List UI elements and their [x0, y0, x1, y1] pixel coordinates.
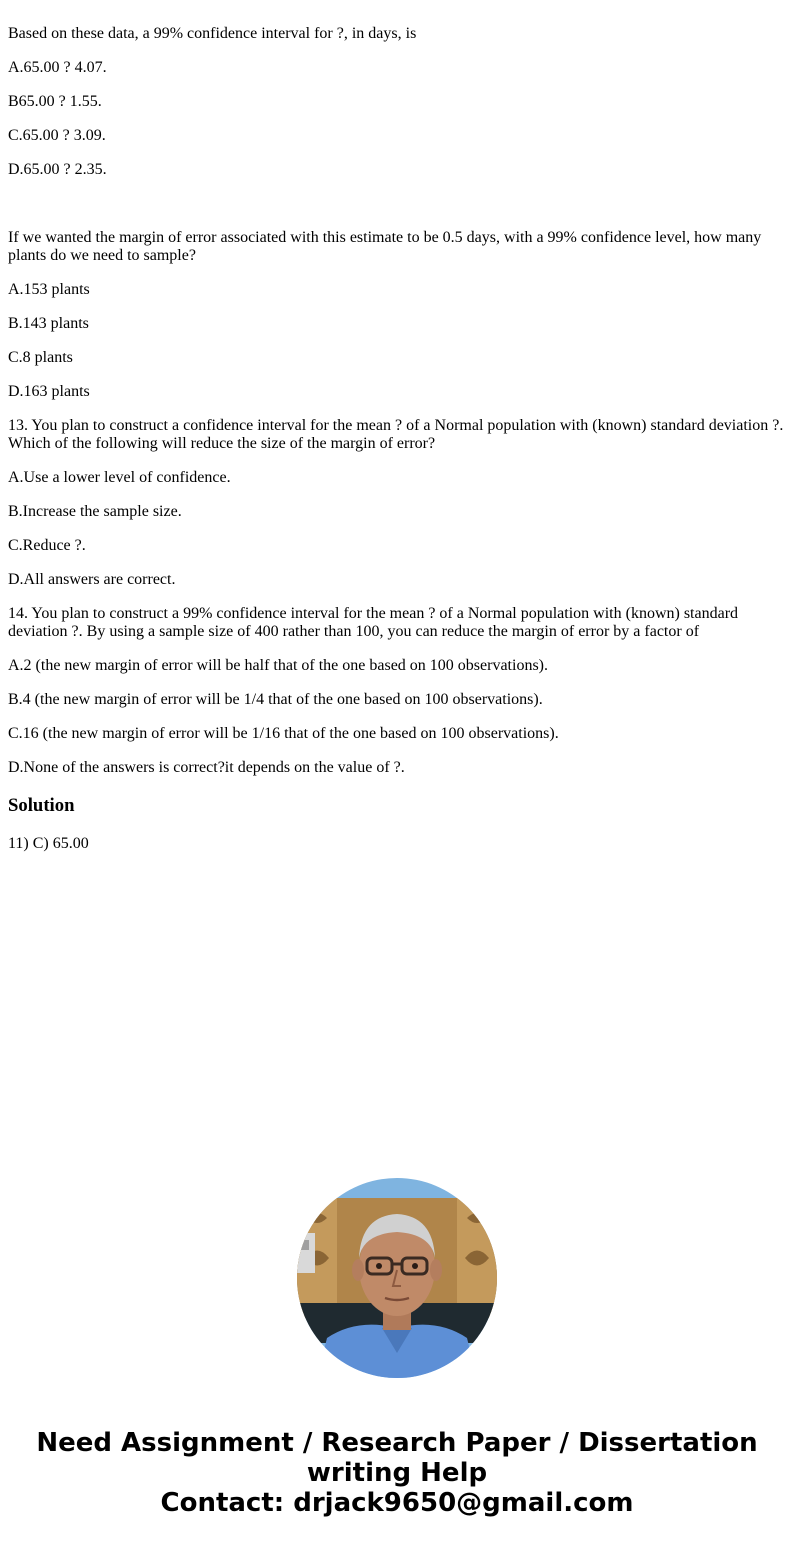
author-avatar — [297, 1178, 497, 1378]
question-11-option-b: B65.00 ? 1.55. — [8, 93, 102, 110]
blank-line — [8, 195, 786, 213]
question-14-option-b: B.4 (the new margin of error will be 1/4 that of the one based on 100 observations). — [8, 691, 543, 708]
question-13-option-d: D.All answers are correct. — [8, 571, 176, 588]
question-14-option-c: C.16 (the new margin of error will be 1/16 that of the one based on 100 observations). — [8, 725, 559, 742]
footer-contact-email: Contact: drjack9650@gmail.com — [160, 1488, 634, 1518]
question-13-prompt: 13. You plan to construct a confidence interval for the mean ? of a Normal population with (known) standard deviation ?. Which of the following will reduce the size of the margin of error? — [8, 417, 784, 452]
question-12-prompt: If we wanted the margin of error associated with this estimate to be 0.5 days, with a 99% confidence level, how many plants do we need to sample? — [8, 229, 762, 264]
question-13-option-c: C.Reduce ?. — [8, 537, 86, 554]
author-photo-illustration — [297, 1178, 497, 1378]
footer-line-1: Need Assignment / Research Paper / Dissertation — [36, 1428, 758, 1458]
question-14-prompt: 14. You plan to construct a 99% confidence interval for the mean ? of a Normal population with (known) standard deviation ?. By using a sample size of 400 rather than 100, you can reduce the margin of error by a factor of — [8, 605, 739, 640]
solution-answer: 11) C) 65.00 — [8, 835, 89, 852]
question-13-option-a: A.Use a lower level of confidence. — [8, 469, 231, 486]
question-12-option-a: A.153 plants — [8, 281, 90, 298]
footer-line-2: writing Help — [306, 1458, 488, 1488]
solution-heading: Solution — [8, 795, 75, 816]
footer-contact — [0, 1428, 794, 1518]
question-13-option-b: B.Increase the sample size. — [8, 503, 182, 520]
question-12-option-d: D.163 plants — [8, 383, 90, 400]
question-11-prompt: Based on these data, a 99% confidence interval for ?, in days, is — [8, 25, 417, 42]
question-12-option-b: B.143 plants — [8, 315, 89, 332]
question-11-option-a: A.65.00 ? 4.07. — [8, 59, 107, 76]
question-14-option-d: D.None of the answers is correct?it depends on the value of ?. — [8, 759, 405, 776]
question-14-option-a: A.2 (the new margin of error will be half that of the one based on 100 observations). — [8, 657, 548, 674]
document-body — [0, 25, 794, 853]
question-11-option-c: C.65.00 ? 3.09. — [8, 127, 106, 144]
question-11-option-d: D.65.00 ? 2.35. — [8, 161, 107, 178]
question-12-option-c: C.8 plants — [8, 349, 73, 366]
